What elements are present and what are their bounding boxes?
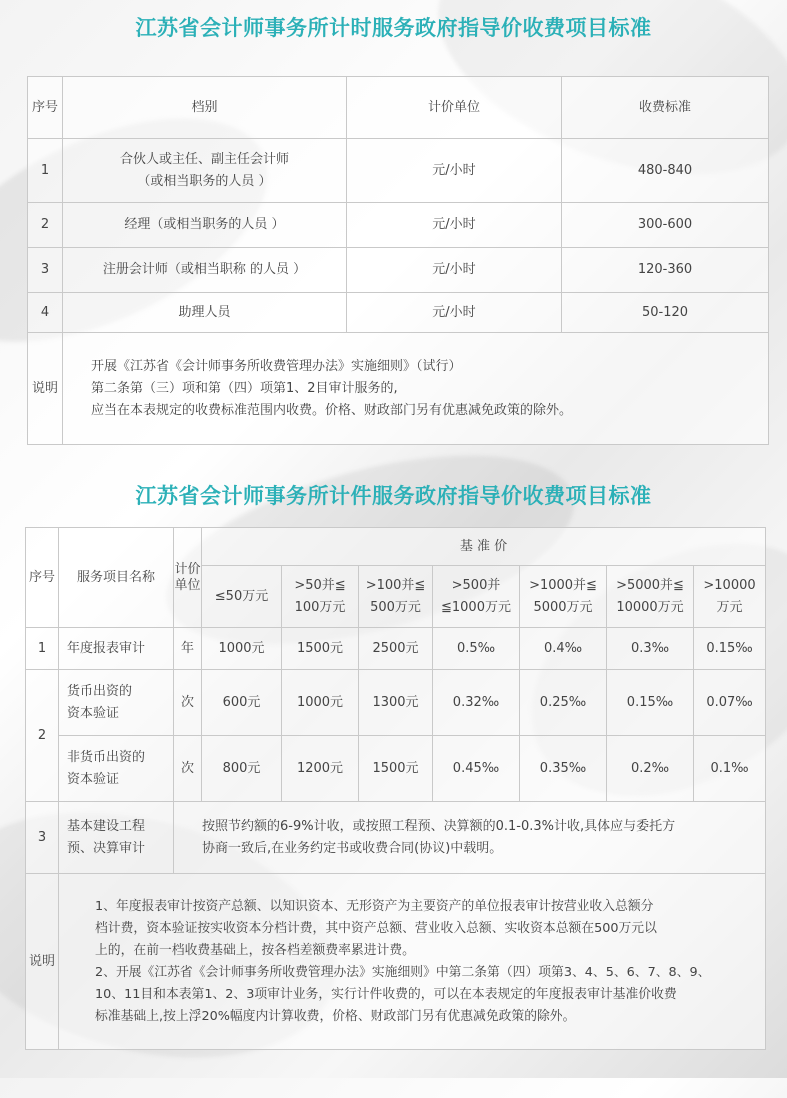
- service-line: 货币出资的: [67, 683, 133, 699]
- price-cell: 0.3‰: [607, 628, 694, 670]
- header-fee: 收费标准: [562, 77, 769, 139]
- tier-line: >100并≦: [365, 577, 426, 593]
- price-cell: 1500元: [282, 628, 359, 670]
- row-description: [174, 802, 766, 874]
- price-cell: 1000元: [282, 670, 359, 736]
- row-fee: 50-120: [562, 293, 769, 333]
- note-line: 第二条第（三）项和第（四）项第1、2目审计服务的,: [91, 380, 398, 396]
- price-cell: 0.15‰: [694, 628, 766, 670]
- row-unit: 元/小时: [347, 203, 562, 248]
- row-unit: 元/小时: [347, 139, 562, 203]
- note-line: 上的，在前一档收费基础上，按各档差额费率累进计费。: [95, 942, 415, 958]
- note-line: 2、开展《江苏省《会计师事务所收费管理办法》实施细则》中第二条第（四）项第3、4、5、6、7、8、9、: [95, 964, 711, 980]
- note-line: 1、年度报表审计按资产总额、以知识资本、无形资产为主要资产的单位报表审计按营业收入总额分: [95, 898, 654, 914]
- tier-line: 万元: [716, 599, 743, 615]
- table1-title: 江苏省会计师事务所计时服务政府指导价收费项目标准: [135, 16, 652, 40]
- row-unit: 元/小时: [347, 248, 562, 293]
- note-text: [59, 874, 766, 1050]
- table-row: [26, 736, 766, 802]
- tier-line: >5000并≦: [616, 577, 684, 593]
- header-no: 序号: [28, 77, 63, 139]
- row-no: 4: [28, 293, 63, 333]
- price-cell: 0.07‰: [694, 670, 766, 736]
- header-base-price: 基 准 价: [202, 528, 766, 566]
- table-row: [28, 203, 769, 248]
- note-label: 说明: [28, 333, 63, 445]
- description-line: 协商一致后,在业务约定书或收费合同(协议)中载明。: [202, 840, 503, 856]
- description-line: 按照节约额的6-9%计收，或按照工程预、决算额的0.1-0.3%计收,具体应与委托方: [202, 818, 676, 834]
- price-cell: 0.32‰: [433, 670, 520, 736]
- tier-header: [202, 566, 282, 628]
- table2-title: 江苏省会计师事务所计件服务政府指导价收费项目标准: [135, 484, 652, 508]
- note-line: 应当在本表规定的收费标准范围内收费。价格、财政部门另有优惠减免政策的除外。: [91, 402, 573, 418]
- price-cell: 0.35‰: [520, 736, 607, 802]
- row-unit: 元/小时: [347, 293, 562, 333]
- service-line: 预、决算审计: [67, 840, 146, 856]
- service-line: 基本建设工程: [67, 818, 146, 834]
- table-row: [26, 670, 766, 736]
- row-no: 1: [28, 139, 63, 203]
- service-line: 非货币出资的: [67, 749, 146, 765]
- price-cell: 1000元: [202, 628, 282, 670]
- note-text: [63, 333, 769, 445]
- tier-line: 100万元: [294, 599, 346, 615]
- row-service: [59, 736, 174, 802]
- grade-line: （或相当职务的人员 ）: [137, 173, 272, 189]
- row-no: 1: [26, 628, 59, 670]
- price-cell: 0.25‰: [520, 670, 607, 736]
- header-service: 服务项目名称: [59, 528, 174, 628]
- tier-header: [433, 566, 520, 628]
- note-line: 开展《江苏省《会计师事务所收费管理办法》实施细则》（试行）: [91, 358, 462, 374]
- row-unit: 次: [174, 670, 202, 736]
- tier-line: >50并≦: [294, 577, 346, 593]
- tier-line: >500并: [451, 577, 501, 593]
- table-row: [28, 293, 769, 333]
- price-cell: 0.2‰: [607, 736, 694, 802]
- piece-fee-table: [25, 527, 766, 1050]
- tier-line: >10000: [703, 577, 756, 593]
- tier-line: ≦1000万元: [441, 599, 511, 615]
- price-cell: 2500元: [359, 628, 433, 670]
- hourly-fee-table: [27, 76, 769, 445]
- row-fee: 480-840: [562, 139, 769, 203]
- table-row: [26, 802, 766, 874]
- price-cell: 0.4‰: [520, 628, 607, 670]
- row-grade: [63, 139, 347, 203]
- row-fee: 300-600: [562, 203, 769, 248]
- row-no: 3: [26, 802, 59, 874]
- service-line: 资本验证: [67, 705, 120, 721]
- row-unit: 年: [174, 628, 202, 670]
- tier-line: ≤50万元: [214, 588, 269, 604]
- header-grade: 档别: [63, 77, 347, 139]
- price-cell: 0.45‰: [433, 736, 520, 802]
- tier-header: [282, 566, 359, 628]
- row-service: [59, 670, 174, 736]
- row-grade: 助理人员: [63, 293, 347, 333]
- row-service: [59, 802, 174, 874]
- service-line: 资本验证: [67, 771, 120, 787]
- header-unit: 计价单位: [174, 528, 202, 628]
- price-cell: 0.15‰: [607, 670, 694, 736]
- tier-header: [607, 566, 694, 628]
- tier-header: [359, 566, 433, 628]
- price-cell: 0.1‰: [694, 736, 766, 802]
- tier-line: 5000万元: [533, 599, 593, 615]
- price-cell: 0.5‰: [433, 628, 520, 670]
- price-cell: 1500元: [359, 736, 433, 802]
- note-line: 10、11目和本表第1、2、3项审计业务，实行计件收费的，可以在本表规定的年度报表审计基准价收费: [95, 986, 677, 1002]
- table-row: [28, 248, 769, 293]
- note-line: 标准基础上,按上浮20%幅度内计算收费，价格、财政部门另有优惠减免政策的除外。: [95, 1008, 576, 1024]
- header-no: 序号: [26, 528, 59, 628]
- header-unit: 计价单位: [347, 77, 562, 139]
- tier-line: 500万元: [370, 599, 421, 615]
- row-no: 3: [28, 248, 63, 293]
- tier-line: >1000并≦: [529, 577, 597, 593]
- price-cell: 600元: [202, 670, 282, 736]
- tier-header: [694, 566, 766, 628]
- row-unit: 次: [174, 736, 202, 802]
- table-row: [26, 628, 766, 670]
- price-cell: 1200元: [282, 736, 359, 802]
- row-grade: 注册会计师（或相当职称 的人员 ）: [63, 248, 347, 293]
- row-no: 2: [28, 203, 63, 248]
- grade-line: 合伙人或主任、副主任会计师: [119, 151, 289, 167]
- note-line: 档计费，资本验证按实收资本分档计费，其中资产总额、营业收入总额、实收资本总额在500万元以: [95, 920, 657, 936]
- tier-header: [520, 566, 607, 628]
- note-label: 说明: [26, 874, 59, 1050]
- price-cell: 800元: [202, 736, 282, 802]
- row-no: 2: [26, 670, 59, 802]
- table-row: [28, 139, 769, 203]
- row-fee: 120-360: [562, 248, 769, 293]
- row-service: 年度报表审计: [59, 628, 174, 670]
- price-cell: 1300元: [359, 670, 433, 736]
- tier-line: 10000万元: [616, 599, 684, 615]
- row-grade: 经理（或相当职务的人员 ）: [63, 203, 347, 248]
